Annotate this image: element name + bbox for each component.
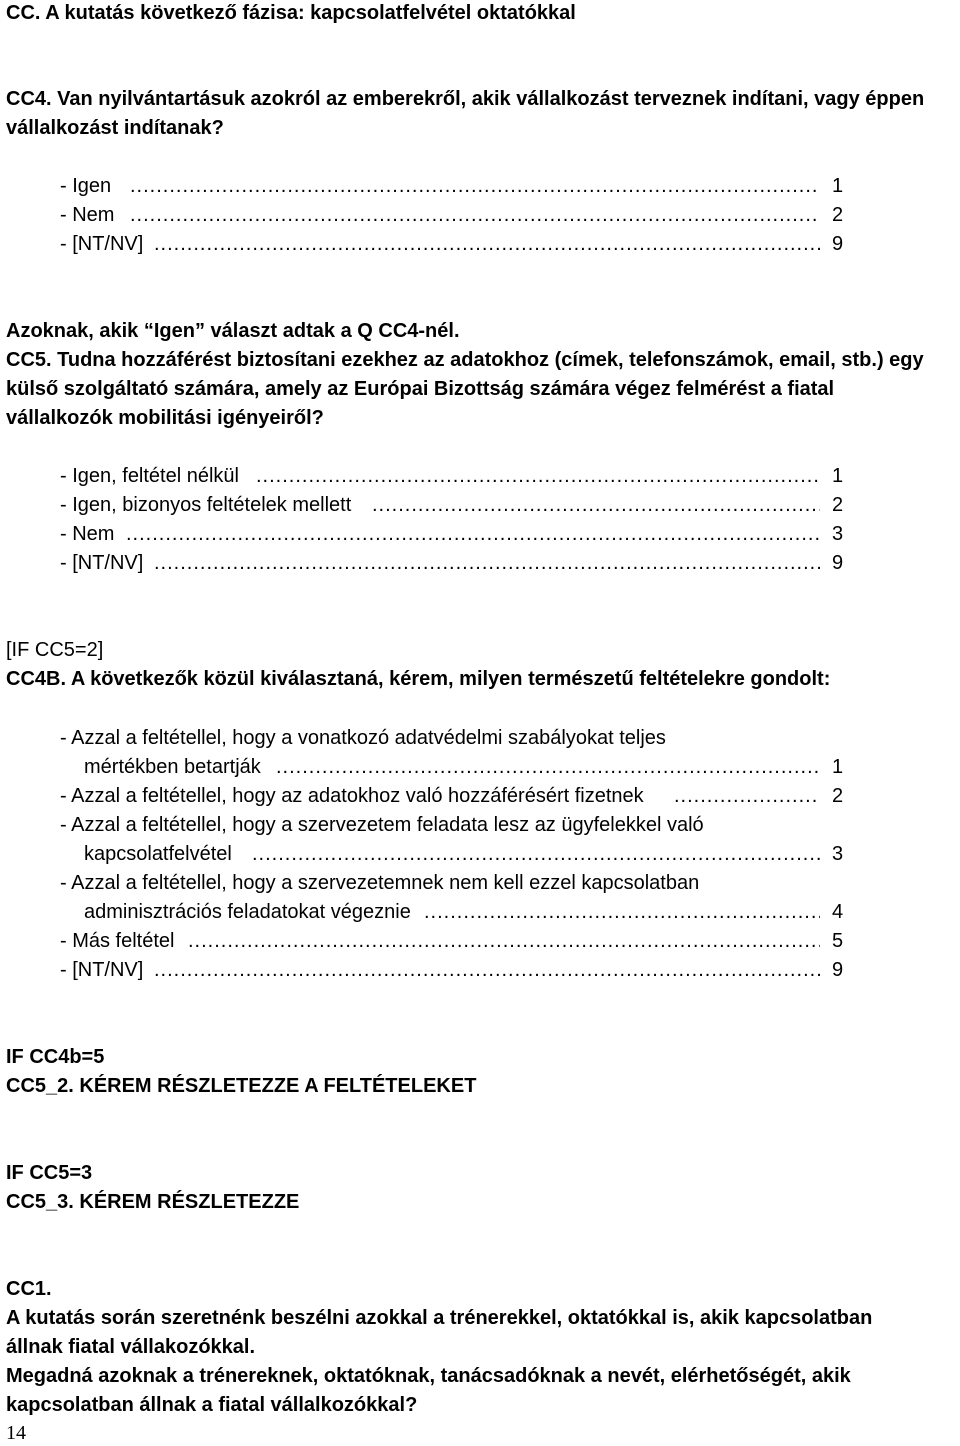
cc4b-option-2 bbox=[60, 783, 845, 809]
option-label: - [NT/NV] bbox=[60, 959, 144, 981]
cc5-3-question: CC5_3. KÉREM RÉSZLETEZZE bbox=[6, 1191, 300, 1213]
cc4-option-igen bbox=[60, 173, 845, 199]
option-label: mértékben betartják bbox=[84, 756, 261, 778]
leader-dots bbox=[154, 550, 820, 576]
leader-dots bbox=[126, 521, 820, 547]
leader-dots bbox=[372, 492, 820, 518]
option-code: 1 bbox=[832, 175, 844, 197]
cc5-option-1 bbox=[60, 463, 845, 489]
cc4-question-line-2: vállalkozást indítanak? bbox=[6, 117, 224, 139]
leader-dots bbox=[154, 231, 820, 257]
option-label: - Más feltétel bbox=[60, 930, 175, 952]
leader-dots bbox=[130, 202, 820, 228]
cc1-line-3: Megadná azoknak a trénereknek, oktatóknak, tanácsadóknak a nevét, elérhetőségét, akik bbox=[6, 1365, 851, 1387]
cc5-question-line-2: külső szolgáltató számára, amely az Európai Bizottság számára végez felmérést a fiatal bbox=[6, 378, 835, 400]
cc5-option-3 bbox=[60, 521, 845, 547]
page-number: 14 bbox=[6, 1422, 26, 1444]
cc4b-option-1 bbox=[84, 754, 845, 780]
cc4b-filter: [IF CC5=2] bbox=[6, 639, 104, 661]
option-code: 9 bbox=[832, 233, 844, 255]
cc4b-question: CC4B. A következők közül kiválasztaná, kérem, milyen természetű feltételekre gondolt: bbox=[6, 668, 831, 690]
option-code: 1 bbox=[832, 756, 844, 778]
section-title: CC. A kutatás következő fázisa: kapcsolatfelvétel oktatókkal bbox=[6, 2, 576, 24]
cc5-option-2 bbox=[60, 492, 845, 518]
cc5-2-filter: IF CC4b=5 bbox=[6, 1046, 105, 1068]
option-label: - Igen bbox=[60, 175, 112, 197]
leader-dots bbox=[130, 173, 820, 199]
cc5-2-question: CC5_2. KÉREM RÉSZLETEZZE A FELTÉTELEKET bbox=[6, 1075, 477, 1097]
option-label: kapcsolatfelvétel bbox=[84, 843, 232, 865]
option-code: 2 bbox=[832, 494, 844, 516]
cc4b-option-4-line-1: - Azzal a feltétellel, hogy a szervezetemnek nem kell ezzel kapcsolatban bbox=[60, 872, 700, 894]
option-label: - Igen, bizonyos feltételek mellett bbox=[60, 494, 352, 516]
cc4-question-line-1: CC4. Van nyilvántartásuk azokról az emberekről, akik vállalkozást terveznek indítani, vagy éppen bbox=[6, 88, 925, 110]
cc5-question-line-3: vállalkozók mobilitási igényeiről? bbox=[6, 407, 324, 429]
cc4b-option-9 bbox=[60, 957, 845, 983]
cc5-question-line-1: CC5. Tudna hozzáférést biztosítani ezekhez az adatokhoz (címek, telefonszámok, email, stb.) egy bbox=[6, 349, 924, 371]
option-label: - [NT/NV] bbox=[60, 552, 144, 574]
cc4-option-nem bbox=[60, 202, 845, 228]
option-code: 3 bbox=[832, 843, 844, 865]
option-code: 9 bbox=[832, 959, 844, 981]
cc4b-option-1-line-1: - Azzal a feltétellel, hogy a vonatkozó adatvédelmi szabályokat teljes bbox=[60, 727, 666, 749]
cc5-3-filter: IF CC5=3 bbox=[6, 1162, 93, 1184]
option-code: 2 bbox=[832, 204, 844, 226]
option-label: - Nem bbox=[60, 204, 115, 226]
cc1-id: CC1. bbox=[6, 1278, 52, 1300]
cc4b-option-4 bbox=[84, 899, 845, 925]
option-code: 2 bbox=[832, 785, 844, 807]
option-label: - Azzal a feltétellel, hogy az adatokhoz való hozzáférésért fizetnek bbox=[60, 785, 644, 807]
option-code: 1 bbox=[832, 465, 844, 487]
cc1-line-2: állnak fiatal vállakozókkal. bbox=[6, 1336, 256, 1358]
cc5-filter: Azoknak, akik “Igen” választ adtak a Q CC4-nél. bbox=[6, 320, 460, 342]
leader-dots bbox=[256, 463, 820, 489]
option-code: 3 bbox=[832, 523, 844, 545]
leader-dots bbox=[424, 899, 820, 925]
cc4b-option-3-line-1: - Azzal a feltétellel, hogy a szervezetem feladata lesz az ügyfelekkel való bbox=[60, 814, 704, 836]
cc1-line-1: A kutatás során szeretnénk beszélni azokkal a trénerekkel, oktatókkal is, akik kapcsolatban bbox=[6, 1307, 873, 1329]
option-label: - Igen, feltétel nélkül bbox=[60, 465, 239, 487]
option-label: adminisztrációs feladatokat végeznie bbox=[84, 901, 411, 923]
leader-dots bbox=[154, 957, 820, 983]
cc4-option-ntnv bbox=[60, 231, 845, 257]
leader-dots bbox=[674, 783, 820, 809]
option-code: 9 bbox=[832, 552, 844, 574]
cc5-option-9 bbox=[60, 550, 845, 576]
option-label: - [NT/NV] bbox=[60, 233, 144, 255]
option-code: 4 bbox=[832, 901, 844, 923]
leader-dots bbox=[276, 754, 820, 780]
cc4b-option-5 bbox=[60, 928, 845, 954]
leader-dots bbox=[188, 928, 820, 954]
cc4b-option-3 bbox=[84, 841, 845, 867]
leader-dots bbox=[252, 841, 820, 867]
cc1-line-4: kapcsolatban állnak a fiatal vállalkozókkal? bbox=[6, 1394, 418, 1416]
option-code: 5 bbox=[832, 930, 844, 952]
option-label: - Nem bbox=[60, 523, 115, 545]
